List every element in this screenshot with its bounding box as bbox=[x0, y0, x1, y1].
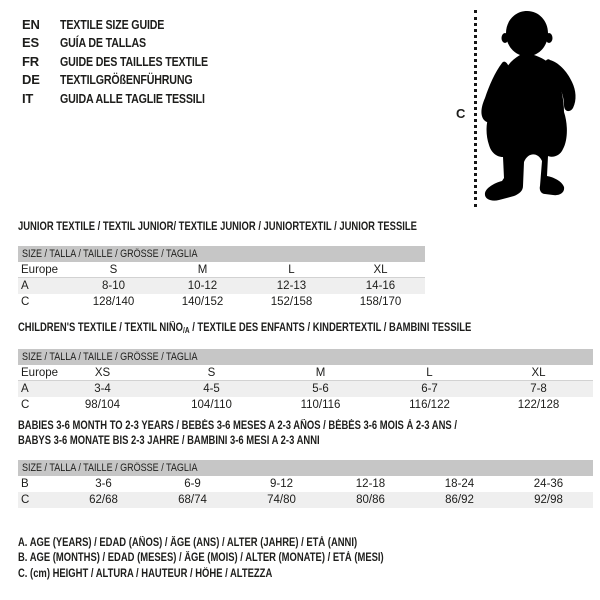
legend-line bbox=[18, 536, 464, 551]
table-cell: 9-12 bbox=[269, 478, 294, 490]
table-cell: 12-13 bbox=[276, 280, 307, 292]
table-cell: 74/80 bbox=[267, 494, 296, 506]
legend-text: C. (cm) HEIGHT / ALTURA / HAUTEUR / HÖHE / ALTEZZA bbox=[18, 567, 273, 580]
table-cell: 104/110 bbox=[191, 399, 232, 411]
table-row bbox=[18, 278, 425, 294]
table-row bbox=[18, 476, 593, 492]
table-cell: 6-7 bbox=[421, 383, 438, 395]
table-cell: 6-9 bbox=[184, 478, 201, 490]
size-header-text: SIZE / TALLA / TAILLE / GRÖSSE / TAGLIA bbox=[22, 462, 198, 474]
legend-text: B. AGE (MONTHS) / EDAD (MESES) / ÂGE (MOIS) / ALTER (MONATE) / ETÀ (MESI) bbox=[18, 552, 384, 565]
table-cell: XL bbox=[531, 367, 546, 379]
measurement-legend bbox=[18, 536, 464, 582]
table-cell: 98/104 bbox=[84, 399, 121, 411]
table-cell: 3-4 bbox=[94, 383, 111, 395]
size-header-bar bbox=[18, 246, 425, 262]
table-title-line bbox=[18, 321, 593, 338]
language-code: DE bbox=[22, 72, 40, 88]
table-title-text bbox=[18, 220, 417, 235]
table-cell: 116/122 bbox=[409, 399, 450, 411]
table-cell: 152/158 bbox=[270, 296, 313, 308]
table-cell: 92/98 bbox=[534, 494, 563, 506]
table-cell: 8-10 bbox=[101, 280, 126, 292]
language-code: EN bbox=[22, 16, 40, 32]
table-title bbox=[18, 220, 425, 235]
table-title bbox=[18, 419, 593, 449]
table-row bbox=[18, 381, 593, 397]
language-title: GUÍA DE TALLAS bbox=[60, 35, 146, 51]
table-cell: S bbox=[109, 264, 118, 276]
size-table-section bbox=[18, 321, 593, 413]
table-cell: 4-5 bbox=[203, 383, 220, 395]
table-cell: 24-36 bbox=[533, 478, 564, 490]
table-cell: 122/128 bbox=[517, 399, 560, 411]
table-cell: L bbox=[288, 264, 295, 276]
row-label: A bbox=[21, 280, 29, 292]
language-title: GUIDA ALLE TAGLIE TESSILI bbox=[60, 90, 205, 106]
size-header-text: SIZE / TALLA / TAILLE / GRÖSSE / TAGLIA bbox=[22, 351, 198, 363]
table-title-part: CHILDREN'S TEXTILE / TEXTIL NIÑO bbox=[18, 322, 184, 334]
language-title: TEXTILGRÖßENFÜHRUNG bbox=[60, 72, 193, 88]
size-header-text: SIZE / TALLA / TAILLE / GRÖSSE / TAGLIA bbox=[22, 248, 198, 260]
table-cell: S bbox=[207, 367, 216, 379]
table-row bbox=[18, 365, 593, 381]
table-cell: 110/116 bbox=[300, 399, 341, 411]
table-title-part: /A bbox=[183, 326, 190, 335]
row-label: Europe bbox=[21, 264, 59, 276]
toddler-silhouette-icon bbox=[478, 6, 594, 208]
language-list bbox=[22, 15, 240, 108]
row-label: A bbox=[21, 383, 29, 395]
size-table-section bbox=[18, 419, 593, 508]
table-cell: 68/74 bbox=[178, 494, 207, 506]
table-title-part: JUNIOR TEXTILE / TEXTIL JUNIOR/ TEXTILE JUNIOR / JUNIORTEXTIL / JUNIOR TESSILE bbox=[18, 221, 417, 233]
row-label: B bbox=[21, 478, 29, 490]
table-cell: 10-12 bbox=[187, 280, 218, 292]
table-cell: 3-6 bbox=[95, 478, 112, 490]
language-code: ES bbox=[22, 35, 39, 51]
row-label: C bbox=[21, 296, 30, 308]
table-cell: M bbox=[197, 264, 208, 276]
table-cell: 62/68 bbox=[89, 494, 118, 506]
table-row bbox=[18, 262, 425, 278]
table-title-text bbox=[18, 321, 471, 338]
legend-text: A. AGE (YEARS) / EDAD (AÑOS) / ÂGE (ANS) / ALTER (JAHRE) / ETÀ (ANNI) bbox=[18, 537, 358, 549]
table-cell: 18-24 bbox=[444, 478, 475, 490]
table-row bbox=[18, 294, 425, 310]
language-row bbox=[22, 52, 240, 71]
table-cell: 158/170 bbox=[359, 296, 402, 308]
table-cell: 12-18 bbox=[355, 478, 386, 490]
language-row bbox=[22, 34, 240, 53]
table-title-part: BABIES 3-6 MONTH TO 2-3 YEARS / BEBÉS 3-6 MESES A 2-3 AÑOS / BÉBÉS 3-6 MOIS À 2-3 ANS / bbox=[18, 420, 457, 432]
language-row bbox=[22, 71, 240, 90]
language-code: FR bbox=[22, 53, 39, 69]
size-table-section bbox=[18, 220, 425, 310]
legend-line bbox=[18, 551, 464, 566]
table-cell: 5-6 bbox=[312, 383, 329, 395]
table-title-line bbox=[18, 220, 425, 235]
table-title-line bbox=[18, 419, 593, 434]
row-label: Europe bbox=[21, 367, 59, 379]
table-cell: XS bbox=[94, 367, 111, 379]
table-title-text bbox=[18, 434, 320, 449]
table-title-text bbox=[18, 419, 457, 434]
table-title bbox=[18, 321, 593, 338]
row-label: C bbox=[21, 494, 30, 506]
size-header-bar bbox=[18, 460, 593, 476]
legend-line bbox=[18, 567, 464, 582]
table-row bbox=[18, 397, 593, 413]
table-cell: M bbox=[315, 367, 326, 379]
table-cell: 7-8 bbox=[530, 383, 547, 395]
table-row bbox=[18, 492, 593, 508]
table-title-part: / TEXTILE DES ENFANTS / KINDERTEXTIL / BAMBINI TESSILE bbox=[189, 322, 472, 334]
table-cell: 80/86 bbox=[356, 494, 385, 506]
table-cell: 140/152 bbox=[181, 296, 224, 308]
table-cell: 128/140 bbox=[92, 296, 135, 308]
table-cell: L bbox=[426, 367, 433, 379]
table-title-line bbox=[18, 434, 593, 449]
language-title: GUIDE DES TAILLES TEXTILE bbox=[60, 53, 208, 69]
table-title-part: BABYS 3-6 MONATE BIS 2-3 JAHRE / BAMBINI 3-6 MESI A 2-3 ANNI bbox=[18, 435, 320, 447]
size-header-bar bbox=[18, 349, 593, 365]
table-cell: XL bbox=[373, 264, 388, 276]
row-label: C bbox=[21, 399, 30, 411]
table-cell: 86/92 bbox=[445, 494, 474, 506]
language-row bbox=[22, 15, 240, 34]
language-title: TEXTILE SIZE GUIDE bbox=[60, 16, 165, 32]
language-code: IT bbox=[22, 90, 34, 106]
height-measure-dotted-line bbox=[474, 10, 477, 207]
table-cell: 14-16 bbox=[365, 280, 396, 292]
language-row bbox=[22, 89, 240, 108]
height-measure-label: C bbox=[456, 106, 466, 121]
